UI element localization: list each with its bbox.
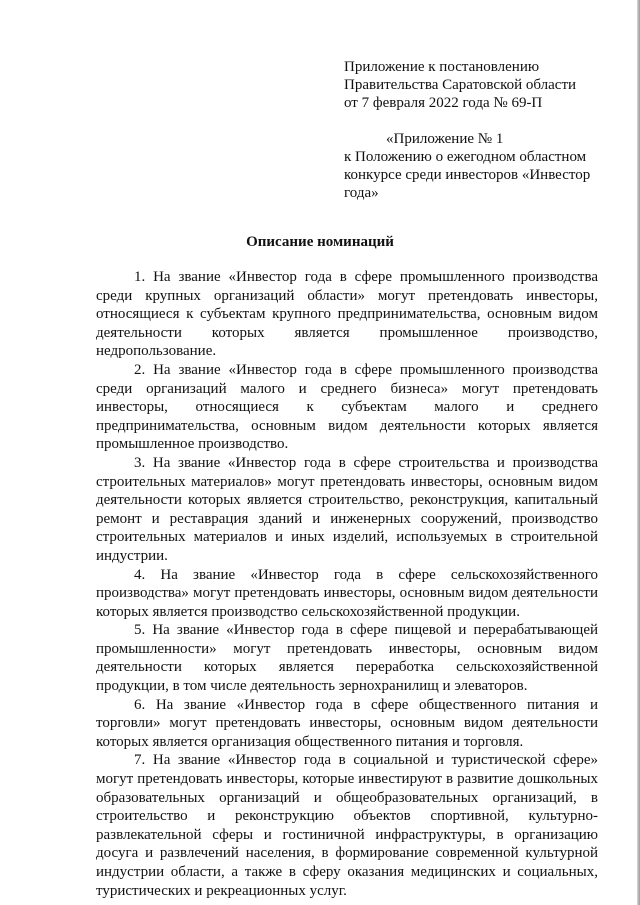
document-body (96, 268, 598, 900)
nomination-paragraph-2: 2. На звание «Инвестор года в сфере промышленного производства среди организаций малого и среднего бизнеса» могут претендовать инвесторы, относящиеся к субъектам малого и среднего предпринимательства, основным видом деятельности которых является промышленное производство. (96, 361, 598, 453)
nomination-paragraph-6: 6. На звание «Инвестор года в сфере общественного питания и торговли» могут претендовать инвесторы, основным видом деятельности которых является организация общественного питания и торговля. (96, 696, 598, 750)
appendix-number: «Приложение № 1 (386, 131, 504, 147)
appendix-line-2: конкурсе среди инвесторов «Инвестор (344, 167, 591, 183)
nomination-paragraph-1: 1. На звание «Инвестор года в сфере промышленного производства среди крупных организаций области» могут претендовать инвесторы, относящиеся к субъектам крупного предпринимательства, основным видом деятельности которых является промышленное производство, недропользование. (96, 269, 598, 360)
document-title: Описание номинаций (246, 234, 394, 250)
nomination-paragraph-5: 5. На звание «Инвестор года в сфере пищевой и перерабатывающей промышленности» могут претендовать инвесторы, основным видом деятельности которых является переработка сельскохозяйственной продукции, в том числе деятельность зернохранилищ и элеваторов. (96, 622, 598, 695)
header-line-3: от 7 февраля 2022 года № 69-П (344, 95, 543, 111)
header-line-2: Правительства Саратовской области (344, 77, 577, 93)
resolution-header (344, 58, 614, 112)
appendix-line-1: к Положению о ежегодном областном (344, 149, 587, 165)
header-line-1: Приложение к постановлению (344, 59, 540, 75)
nomination-paragraph-7: 7. На звание «Инвестор года в социальной и туристической сфере» могут претендовать инвесторы, которые инвестируют в развитие дошкольных образовательных организаций и общеобразовательных организаций, в строительство и реконструкцию объектов спортивной, культурно-развлекательной сферы и гостиничной инфраструктуры, в организацию досуга и развлечений населения, в формирование современной культурной индустрии области, а также в сферу оказания медицинских и социальных, туристических и рекреационных услуг. (96, 752, 598, 899)
appendix-line-3: года» (344, 185, 379, 201)
nomination-paragraph-3: 3. На звание «Инвестор года в сфере строительства и производства строительных материалов» могут претендовать инвесторы, основным видом деятельности которых является строительство, реконструкция, капитальный ремонт и реставрация зданий и инженерных сооружений, производство строительных материалов и иных изделий, используемых в строительной индустрии. (96, 454, 598, 564)
nomination-paragraph-4: 4. На звание «Инвестор года в сфере сельскохозяйственного производства» могут претендовать инвесторы, основным видом деятельности которых является производство сельскохозяйственной продукции. (96, 566, 598, 620)
appendix-header (344, 130, 614, 202)
